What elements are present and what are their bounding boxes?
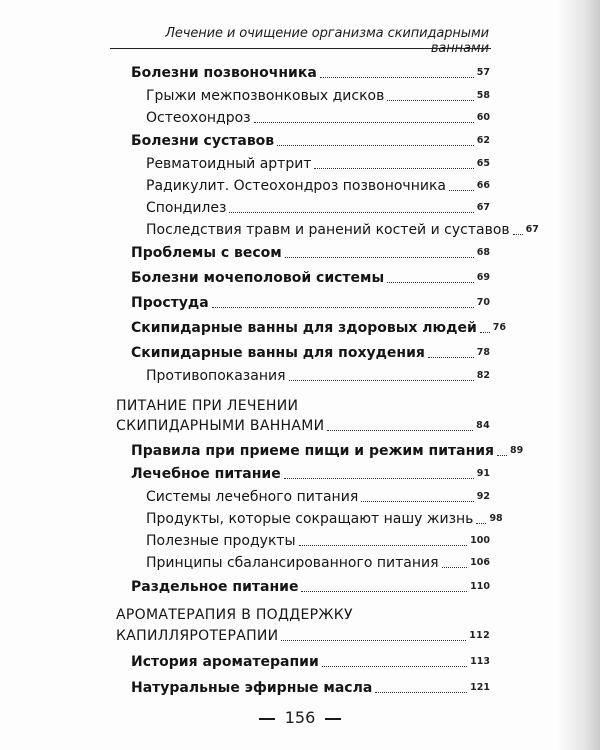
- toc-entry-title: Натуральные эфирные масла: [131, 680, 373, 696]
- dash-left: [259, 718, 275, 720]
- section-heading: [116, 416, 490, 436]
- toc-subentry: [146, 176, 490, 196]
- toc-entry: [131, 577, 490, 597]
- toc-entry-title: Простуда: [131, 295, 209, 311]
- dot-leader: [289, 380, 474, 381]
- dot-leader: [277, 145, 474, 146]
- toc-entry-page: 62: [476, 135, 490, 146]
- dot-leader: [375, 692, 467, 693]
- toc-entry: [131, 268, 490, 288]
- toc-entry-page: 84: [476, 420, 490, 431]
- toc-entry: [131, 131, 490, 151]
- toc-entry-page: 92: [476, 491, 490, 502]
- toc-entry-title: Болезни позвоночника: [131, 65, 317, 81]
- toc-entry: [131, 652, 490, 672]
- dot-leader: [428, 357, 474, 358]
- dot-leader: [254, 122, 474, 123]
- dot-leader: [229, 212, 473, 213]
- toc-entry-page: 57: [476, 67, 490, 78]
- toc-subentry: [146, 154, 490, 174]
- dot-leader: [299, 545, 468, 546]
- header-rule: [110, 48, 491, 49]
- dot-leader: [327, 430, 473, 431]
- dot-leader: [212, 307, 474, 308]
- toc-entry: [131, 678, 490, 698]
- toc-entry-title: Скипидарные ванны для похудения: [131, 345, 425, 361]
- toc-entry-title: Последствия травм и ранений костей и суставов: [146, 222, 510, 238]
- toc-entry-title: Правила при приеме пищи и режим питания: [131, 443, 495, 459]
- toc-entry-page: 76: [492, 322, 506, 333]
- dot-leader: [285, 257, 474, 258]
- toc-entry: [131, 343, 490, 363]
- toc-entry-title: Полезные продукты: [146, 533, 296, 549]
- toc-entry-page: 66: [476, 180, 490, 191]
- section-heading-line1: ПИТАНИЕ ПРИ ЛЕЧЕНИИ: [116, 398, 299, 414]
- toc-entry-page: 91: [476, 468, 490, 479]
- toc-entry-page: 89: [510, 445, 524, 456]
- page-number: [0, 708, 600, 727]
- toc-entry: [131, 243, 490, 263]
- toc-entry-title: Спондилез: [146, 200, 227, 216]
- toc-entry-title: Системы лечебного питания: [146, 489, 359, 505]
- dot-leader: [442, 567, 468, 568]
- toc-subentry: [146, 108, 490, 128]
- dot-leader: [361, 501, 474, 502]
- toc-entry-page: 110: [470, 581, 490, 592]
- toc-entry-title: Грыжи межпозвонковых дисков: [146, 88, 385, 104]
- toc-entry-page: 70: [476, 297, 490, 308]
- toc-entry-title: Раздельное питание: [131, 579, 299, 595]
- toc-entry-title: История ароматерапии: [131, 654, 319, 670]
- toc-entry-page: 58: [476, 90, 490, 101]
- toc-entry-page: 121: [470, 682, 490, 693]
- page-number-value: 156: [284, 708, 316, 727]
- toc-subentry: [146, 220, 539, 240]
- dot-leader: [497, 455, 507, 456]
- toc-entry-title: Лечебное питание: [131, 466, 281, 482]
- toc-entry-page: 100: [470, 535, 490, 546]
- dot-leader: [284, 478, 474, 479]
- dash-right: [325, 718, 341, 720]
- toc-subentry: [146, 366, 490, 386]
- toc-entry-page: 68: [476, 247, 490, 258]
- toc-entry-title: Болезни мочеполовой системы: [131, 270, 385, 286]
- dot-leader: [281, 640, 466, 641]
- section-heading-line1: АРОМАТЕРАПИЯ В ПОДДЕРЖКУ: [116, 607, 353, 623]
- dot-leader: [322, 666, 467, 667]
- dot-leader: [449, 190, 474, 191]
- toc-entry-title: Болезни суставов: [131, 133, 275, 149]
- toc-entry-page: 78: [476, 347, 490, 358]
- section-heading-line2: КАПИЛЛЯРОТЕРАПИИ: [116, 628, 279, 644]
- toc-entry-page: 67: [525, 224, 539, 235]
- toc-subentry: [146, 531, 490, 551]
- section-heading: [116, 626, 490, 646]
- toc-entry-page: 67: [476, 202, 490, 213]
- dot-leader: [513, 234, 523, 235]
- dot-leader: [320, 77, 474, 78]
- toc-entry-title: Остеохондроз: [146, 110, 251, 126]
- toc-subentry: [146, 198, 490, 218]
- toc-entry-title: Скипидарные ванны для здоровых людей: [131, 320, 477, 336]
- toc-entry: [131, 63, 490, 83]
- toc-subentry: [146, 487, 490, 507]
- dot-leader: [314, 168, 473, 169]
- toc-entry-page: 112: [469, 630, 490, 641]
- dot-leader: [387, 100, 473, 101]
- dot-leader: [476, 523, 486, 524]
- toc-entry-page: 113: [470, 656, 490, 667]
- dot-leader: [480, 332, 490, 333]
- toc-entry-title: Проблемы с весом: [131, 245, 282, 261]
- toc-entry-title: Радикулит. Остеохондроз позвоночника: [146, 178, 446, 194]
- toc-entry-page: 65: [476, 158, 490, 169]
- dot-leader: [301, 591, 467, 592]
- toc-entry-page: 69: [476, 272, 490, 283]
- toc-subentry: [146, 86, 490, 106]
- page-edge-shadow: [556, 0, 600, 750]
- toc-entry-title: Противопоказания: [146, 368, 286, 384]
- section-heading-line2: СКИПИДАРНЫМИ ВАННАМИ: [116, 418, 325, 434]
- toc-entry-page: 106: [470, 557, 490, 568]
- running-header: Лечение и очищение организма скипидарными ваннами: [165, 26, 489, 56]
- toc-entry-page: 60: [476, 112, 490, 123]
- toc-entry: [131, 293, 490, 313]
- toc-entry: [131, 464, 490, 484]
- toc-subentry: [146, 553, 490, 573]
- toc-subentry: [146, 509, 503, 529]
- toc-entry-title: Принципы сбалансированного питания: [146, 555, 439, 571]
- toc-entry-page: 82: [476, 370, 490, 381]
- toc-entry-title: Ревматоидный артрит: [146, 156, 312, 172]
- toc-entry: [131, 441, 524, 461]
- toc-entry-title: Продукты, которые сокращают нашу жизнь: [146, 511, 474, 527]
- toc-entry-page: 98: [489, 513, 503, 524]
- toc-entry: [131, 318, 506, 338]
- dot-leader: [387, 282, 474, 283]
